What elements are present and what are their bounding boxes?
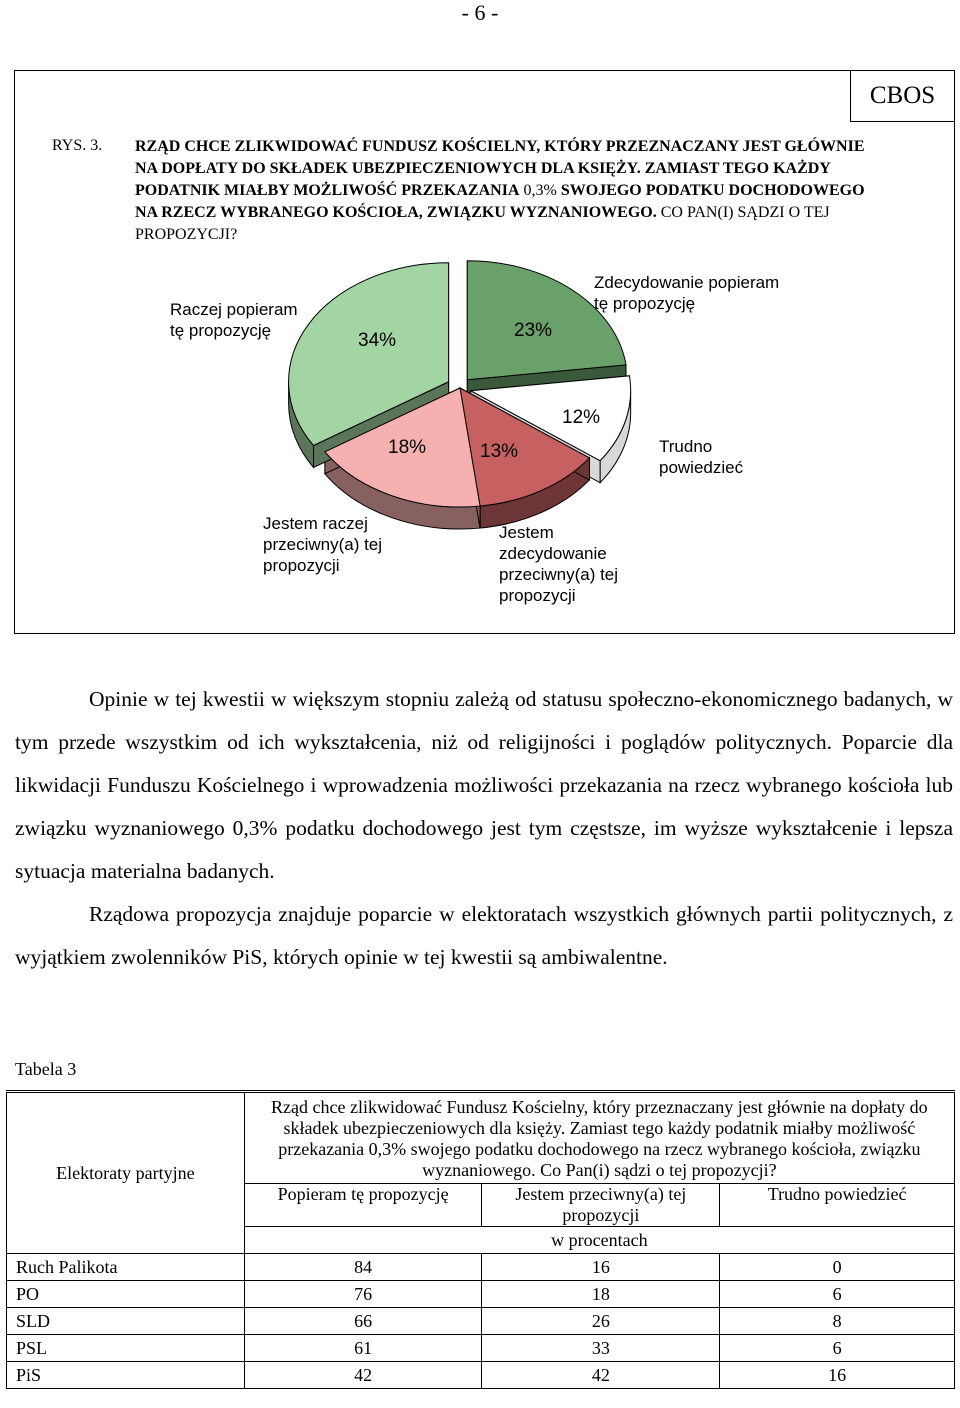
- column-header: Jestem przeciwny(a) tej propozycji: [482, 1184, 720, 1227]
- label-line: tę propozycję: [594, 294, 696, 313]
- page-number: - 6 -: [461, 0, 499, 25]
- table-row: [7, 1308, 955, 1335]
- label-line: Jestem raczej: [263, 514, 368, 533]
- cell-value: 26: [482, 1308, 720, 1335]
- cell-value: 16: [482, 1254, 720, 1281]
- table-row: [7, 1335, 955, 1362]
- table-row: [7, 1362, 955, 1389]
- table-row: [7, 1254, 955, 1281]
- unit-cell: w procentach: [244, 1227, 954, 1254]
- pie-value-label-zdecydowanie-popieram: 23%: [514, 320, 553, 341]
- label-line: propozycji: [499, 586, 576, 605]
- cell-value: 16: [720, 1362, 955, 1389]
- row-name: PiS: [7, 1362, 245, 1389]
- cell-value: 33: [482, 1335, 720, 1362]
- pie-category-label-raczej-popieram: [170, 299, 298, 341]
- figure-label: RYS. 3.: [52, 137, 103, 154]
- label-line: Trudno: [659, 437, 713, 456]
- row-name: SLD: [7, 1308, 245, 1335]
- cell-value: 61: [244, 1335, 482, 1362]
- pie-value-label-zdecydowanie-przeciwny: 13%: [480, 441, 519, 462]
- label-line: przeciwny(a) tej: [499, 565, 619, 584]
- cbos-badge: CBOS: [850, 70, 955, 122]
- column-header: Trudno powiedzieć: [720, 1184, 955, 1227]
- pie-category-label-zdecydowanie-popieram: [594, 272, 779, 314]
- table-row: [7, 1281, 955, 1308]
- data-table: [6, 1090, 955, 1389]
- cell-value: 8: [720, 1308, 955, 1335]
- figure-title-part: RZĄD CHCE ZLIKWIDOWAĆ FUNDUSZ KOŚCIELNY, KTÓRY PRZEZNACZANY JEST GŁÓWNIE NA DOPŁATY DO SKŁADEK UBEZPIECZENIOWYCH DLA KSIĘŻY. ZAMIAST TEGO KAŻDY PODATNIK MIAŁBY MOŻLIWOŚĆ PRZEKAZANIA: [135, 138, 865, 199]
- paragraph: Opinie w tej kwestii w większym stopniu zależą od statusu społeczno-ekonomicznego badanych, w tym przede wszystkim od ich wykształcenia, niż od religijności i poglądów politycznych. Poparcie dla likwidacji Funduszu Kościelnego i wprowadzenia możliwości przekazania na rzecz wybranego kościoła lub związku wyznaniowego 0,3% podatku dochodowego jest tym częstsze, im wyższe wykształcenie i lepsza sytuacja materialna badanych.: [15, 687, 953, 883]
- pie-category-label-zdecydowanie-przeciwny: [499, 522, 618, 606]
- label-line: Raczej popieram: [170, 300, 298, 319]
- row-name: Ruch Palikota: [7, 1254, 245, 1281]
- figure-title-part: SWOJEGO PODATKU DOCHODOWEGO NA RZECZ WYBRANEGO KOŚCIOŁA, ZWIĄZKU WYZNANIOWEGO.: [135, 182, 865, 221]
- pie-category-label-trudno: [659, 436, 743, 478]
- cell-value: 42: [244, 1362, 482, 1389]
- row-header-cell: Elektoraty partyjne: [7, 1092, 245, 1254]
- cell-value: 66: [244, 1308, 482, 1335]
- label-line: powiedzieć: [659, 458, 744, 477]
- label-line: tę propozycję: [170, 321, 272, 340]
- body-text: [15, 678, 953, 979]
- figure-title-part: 0,3%: [519, 182, 561, 199]
- label-line: przeciwny(a) tej: [263, 535, 383, 554]
- pie-chart: [0, 0, 960, 640]
- label-line: Zdecydowanie popieram: [594, 273, 780, 292]
- cell-value: 42: [482, 1362, 720, 1389]
- label-line: propozycji: [263, 556, 340, 575]
- pie-value-label-raczej-popieram: 34%: [358, 330, 397, 351]
- cell-value: 0: [720, 1254, 955, 1281]
- cell-value: 6: [720, 1281, 955, 1308]
- label-line: zdecydowanie: [499, 544, 607, 563]
- table-label: Tabela 3: [15, 1059, 77, 1079]
- row-name: PSL: [7, 1335, 245, 1362]
- label-line: Jestem: [499, 523, 554, 542]
- paragraph: Rządowa propozycja znajduje poparcie w elektoratach wszystkich głównych partii politycznych, z wyjątkiem zwolenników PiS, których opinie w tej kwestii są ambiwalentne.: [15, 902, 953, 969]
- cell-value: 18: [482, 1281, 720, 1308]
- cell-value: 6: [720, 1335, 955, 1362]
- figure-title-part: CO PAN(I) SĄDZI O TEJ PROPOZYCJI?: [135, 204, 830, 243]
- column-header: Popieram tę propozycję: [244, 1184, 482, 1227]
- pie-value-label-trudno: 12%: [562, 407, 601, 428]
- cell-value: 84: [244, 1254, 482, 1281]
- pie-category-label-raczej-przeciwny: [263, 513, 382, 576]
- question-cell: Rząd chce zlikwidować Fundusz Kościelny, który przeznaczany jest głównie na dopłaty do składek ubezpieczeniowych dla księży. Zamiast tego każdy podatnik miałby możliwość przekazania 0,3% swojego podatku dochodowego na rzecz wybranego kościoła, związku wyznaniowego. Co Pan(i) sądzi o tej propozycji?: [244, 1092, 954, 1184]
- pie-value-label-raczej-przeciwny: 18%: [388, 437, 427, 458]
- cell-value: 76: [244, 1281, 482, 1308]
- row-name: PO: [7, 1281, 245, 1308]
